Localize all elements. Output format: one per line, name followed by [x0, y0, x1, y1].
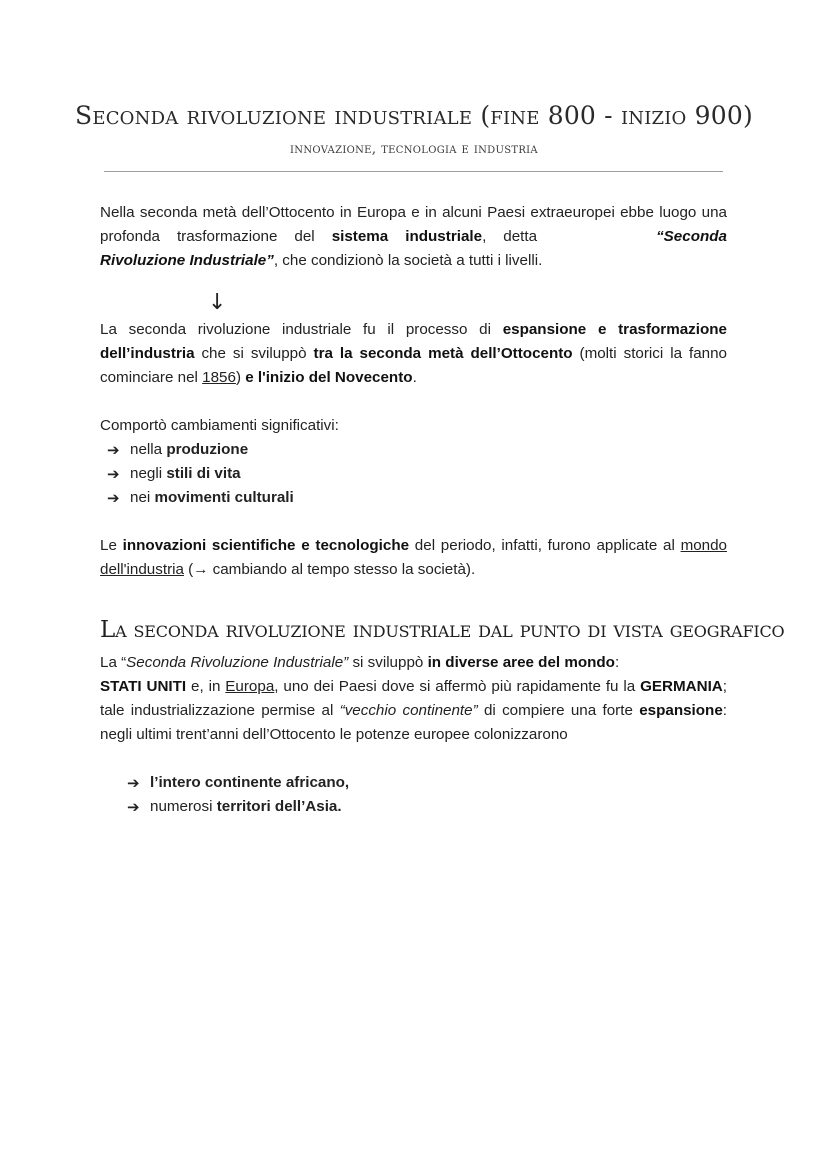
- text-span: numerosi: [150, 798, 217, 815]
- geo-paragraph: [100, 651, 727, 747]
- bold-span: espansione e trasformazione dell’industria: [100, 321, 727, 362]
- bold-span: espansione: [639, 702, 723, 719]
- underlined-span: 1856: [202, 369, 236, 386]
- underlined-span: Europa: [225, 678, 275, 695]
- bold-span: stili di vita: [166, 465, 241, 482]
- bold-span: tra la seconda metà dell’Ottocento: [313, 345, 573, 362]
- text-span: nella: [130, 441, 167, 458]
- text-span: Le: [100, 537, 123, 554]
- bold-span: movimenti culturali: [154, 489, 294, 506]
- bold-span: l’intero continente africano,: [150, 774, 350, 791]
- text-span: che si sviluppò: [194, 345, 314, 362]
- list-item: [120, 795, 349, 819]
- page-title: Seconda rivoluzione industriale (fine 800 - inizio 900): [75, 101, 753, 130]
- text-span: ): [235, 369, 246, 386]
- text-span: (molti storici la fanno cominciare nel: [100, 345, 727, 386]
- changes-list: [100, 438, 294, 510]
- text-span: si sviluppò: [348, 654, 428, 671]
- bold-span: produzione: [166, 441, 249, 458]
- changes-intro: Comportò cambiamenti significativi:: [100, 417, 339, 434]
- list-item: [120, 771, 349, 795]
- arrow-right-icon: ➔: [107, 441, 120, 459]
- underlined-span: mondo dell'industria: [100, 537, 728, 578]
- arrow-right-icon: ➔: [107, 489, 120, 507]
- arrow-down-icon: ↓: [208, 290, 227, 315]
- text-span: , che condizionò la società a tutti i livelli.: [273, 252, 543, 269]
- text-span: , detta: [482, 228, 555, 245]
- arrow-right-icon: ➔: [127, 774, 140, 792]
- text-span: di compiere una forte: [477, 702, 640, 719]
- bold-span: STATI UNITI: [100, 678, 187, 695]
- arrow-right-icon: ➔: [127, 798, 140, 816]
- list-item: [100, 438, 294, 462]
- text-span: Nella seconda metà dell’Ottocento in Europa e in alcuni Paesi extraeuropei ebbe luogo una profonda trasformazione del: [100, 204, 727, 245]
- text-span: La “: [100, 654, 127, 671]
- italic-span: Seconda Rivoluzione Industriale”: [126, 654, 349, 671]
- definition-paragraph: [100, 318, 727, 390]
- list-item: [100, 486, 294, 510]
- title-divider: [104, 171, 723, 172]
- page-subtitle: innovazione, tecnologia e industria: [290, 141, 538, 157]
- bold-span: territori dell’Asia.: [216, 798, 342, 815]
- text-span: : negli ultimi trent’anni dell’Ottocento le potenze europee colonizzarono: [100, 702, 727, 743]
- list-item: [100, 462, 294, 486]
- bold-span: innovazioni scientifiche e tecnologiche: [122, 537, 410, 554]
- text-span: , uno dei Paesi dove si affermò più rapidamente fu la: [274, 678, 641, 695]
- text-span: :: [614, 654, 620, 671]
- arrow-right-icon: ➔: [107, 465, 120, 483]
- text-span: nei: [130, 489, 155, 506]
- bold-span: sistema industriale: [331, 228, 483, 245]
- bold-span: in diverse aree del mondo: [427, 654, 615, 671]
- italic-span: “vecchio continente”: [339, 702, 478, 719]
- text-span: negli: [130, 465, 167, 482]
- innovations-paragraph: [100, 534, 727, 582]
- intro-paragraph: [100, 201, 727, 273]
- text-span: (→ cambiando al tempo stesso la società).: [183, 561, 476, 578]
- text-span: .: [412, 369, 417, 386]
- text-span: La seconda rivoluzione industriale fu il processo di: [100, 321, 503, 338]
- section-heading: La seconda rivoluzione industriale dal punto di vista geografico: [100, 617, 785, 643]
- bold-italic-span: “Seconda Rivoluzione Industriale”: [100, 228, 727, 269]
- text-span: del periodo, infatti, furono applicate al: [409, 537, 681, 554]
- text-span: e, in: [186, 678, 226, 695]
- geo-list: [120, 771, 349, 819]
- bold-span: GERMANIA: [640, 678, 723, 695]
- bold-span: e l'inizio del Novecento: [245, 369, 413, 386]
- text-span: ; tale industrializzazione permise al: [100, 678, 727, 719]
